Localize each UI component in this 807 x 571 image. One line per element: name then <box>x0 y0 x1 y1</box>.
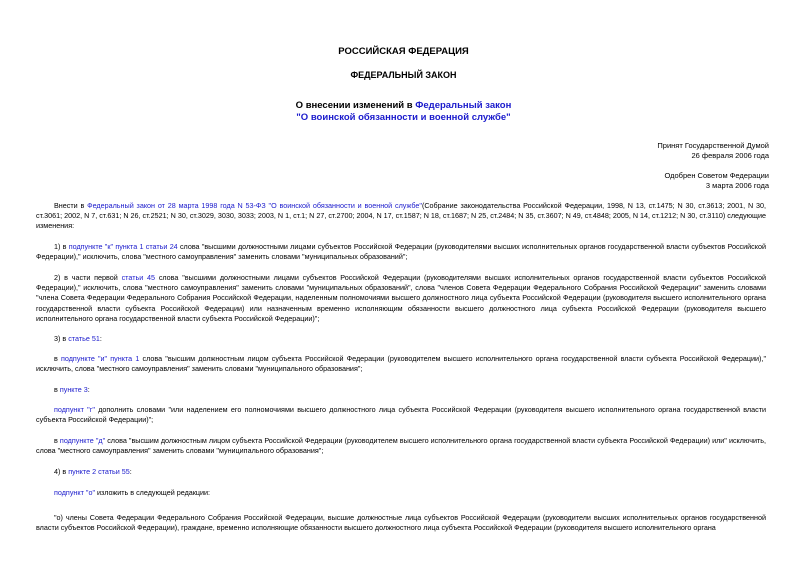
p2-text-a: 2) в части первой <box>54 273 122 282</box>
adoption-duma <box>657 141 769 161</box>
law-title-link[interactable]: Федеральный закон <box>415 100 512 111</box>
p2-text-b: слова "высшими должностными лицами субъектов Российской Федерации (руководителями высших исполнительных органов государственной власти субъектов Российской Федерации)," исключить, слова "местного самоуправления" заменить словами "муниципальных образований", слова "членов Совета Федерации Федерального Собрания Российской Федерации" заменить словами "члена Совета Федерации Федерального Собрания Российской Федерации, наделенным полномочиями высшего должностного лица субъекта Российской Федерации (руководителя высшего исполнительного органа государственной власти субъекта Российской Федерации) или назначенным временно исполняющим обязанности высшего должностного лица субъекта Российской Федерации (руководителя высшего исполнительного органа государственной власти субъекта Российской Федерации)"; <box>36 273 766 323</box>
intro-paragraph <box>36 201 766 232</box>
p1-text-a: 1) в <box>54 242 69 251</box>
p1-text-b: слова "высшими должностными лицами субъектов Российской Федерации (руководителями высших исполнительных органов государственной власти субъектов Российской Федерации)," исключить, слова "местного самоуправления" заменить словами "муниципальных образований"; <box>36 242 766 262</box>
paragraph-3 <box>36 334 766 344</box>
paragraph-3d <box>36 436 766 456</box>
p3a-link[interactable]: подпункте "и" пункта 1 <box>61 354 140 363</box>
p4-link[interactable]: пункте 2 статьи 55 <box>68 467 130 476</box>
paragraph-1 <box>36 242 766 262</box>
p4-text-b: : <box>129 467 132 476</box>
p3d-text-a: в <box>54 436 60 445</box>
p3a-text-a: в <box>54 354 61 363</box>
intro-text-b: (Собрание законодательства Российской Федерации, 1998, N 13, ст.1475; N 30, ст.3613; 2001, N 30, ст.3061; 2002, N 7, ст.631; N 26, ст.2521; N 30, ст.3029, 3030, 3033; 2003, N 1, ст.1; N 27, ст.2700; 2004, N 17, ст.1587; N 18, ст.1687; N 25, ст.2484; N 35, ст.3607; N 49, ст.4848; 2005, N 14, ст.1212; N 30, ст.3110) следующие изменения: <box>36 201 766 231</box>
council-approved: Одобрен Советом Федерации <box>664 171 769 180</box>
p3-link[interactable]: статье 51 <box>68 334 100 343</box>
adoption-council <box>664 171 769 191</box>
paragraph-4-quote: "о) члены Совета Федерации Федерального Собрания Российской Федерации, высшие должностные лица субъектов Российской Федерации (руководители высших исполнительных органов государственной власти субъектов Российской Федерации), граждане, временно исполняющие обязанности высшего должностного лица субъекта Российской Федерации (руководителя высшего исполнительного органа <box>36 513 766 533</box>
p2-link[interactable]: статьи 45 <box>121 273 156 282</box>
p3a-text-b: слова "высшим должностным лицом субъекта Российской Федерации (руководителем высшего исполнительного органа государственной власти субъекта Российской Федерации)," исключить, слова "местного самоуправления" заменить словами "муниципального образования"; <box>36 354 766 374</box>
p3b-link[interactable]: пункте 3 <box>59 385 88 394</box>
paragraph-3c <box>36 405 766 425</box>
paragraph-3a <box>36 354 766 374</box>
duma-date: 26 февраля 2006 года <box>691 151 769 160</box>
intro-text-a: Внести в <box>54 201 88 210</box>
paragraph-2 <box>36 273 766 324</box>
p1-link[interactable]: подпункте "к" пункта 1 статьи 24 <box>68 242 178 251</box>
paragraph-4a <box>36 488 766 498</box>
p3-text-a: 3) в <box>54 334 69 343</box>
p3b-text-a: в <box>54 385 60 394</box>
p4a-link[interactable]: подпункт "о" <box>54 488 95 497</box>
p4a-text-b: изложить в следующей редакции: <box>95 488 211 497</box>
duma-adopted: Принят Государственной Думой <box>657 141 769 150</box>
council-date: 3 марта 2006 года <box>705 181 769 190</box>
law-type-heading: ФЕДЕРАЛЬНЫЙ ЗАКОН <box>350 70 457 80</box>
p4-text-a: 4) в <box>54 467 69 476</box>
p3b-text-b: : <box>87 385 90 394</box>
law-title-link-2[interactable]: "О воинской обязанности и военной службе" <box>296 112 511 123</box>
p3c-link[interactable]: подпункт "г" <box>54 405 95 414</box>
law-title <box>0 100 807 124</box>
intro-law-link[interactable]: Федеральный закон от 28 марта 1998 года N 53-ФЗ "О воинской обязанности и военной службе" <box>87 201 422 210</box>
p3c-text-b: дополнить словами "или наделением его полномочиями высшего должностного лица субъекта Российской Федерации (руководителя высшего исполнительного органа государственной власти субъекта Российской Федерации)"; <box>36 405 767 425</box>
paragraph-4 <box>36 467 766 477</box>
law-title-prefix: О внесении изменений в <box>295 100 416 111</box>
country-heading: РОССИЙСКАЯ ФЕДЕРАЦИЯ <box>338 46 469 57</box>
paragraph-3b <box>36 385 766 395</box>
p3d-text-b: слова "высшим должностным лицом субъекта Российской Федерации (руководителем высшего исполнительного органа государственной власти субъекта Российской Федерации) или" исключить, слова "местного самоуправления" заменить словами "муниципального образования"; <box>36 436 766 456</box>
p3d-link[interactable]: подпункте "д" <box>59 436 106 445</box>
p3-text-b: : <box>99 334 102 343</box>
